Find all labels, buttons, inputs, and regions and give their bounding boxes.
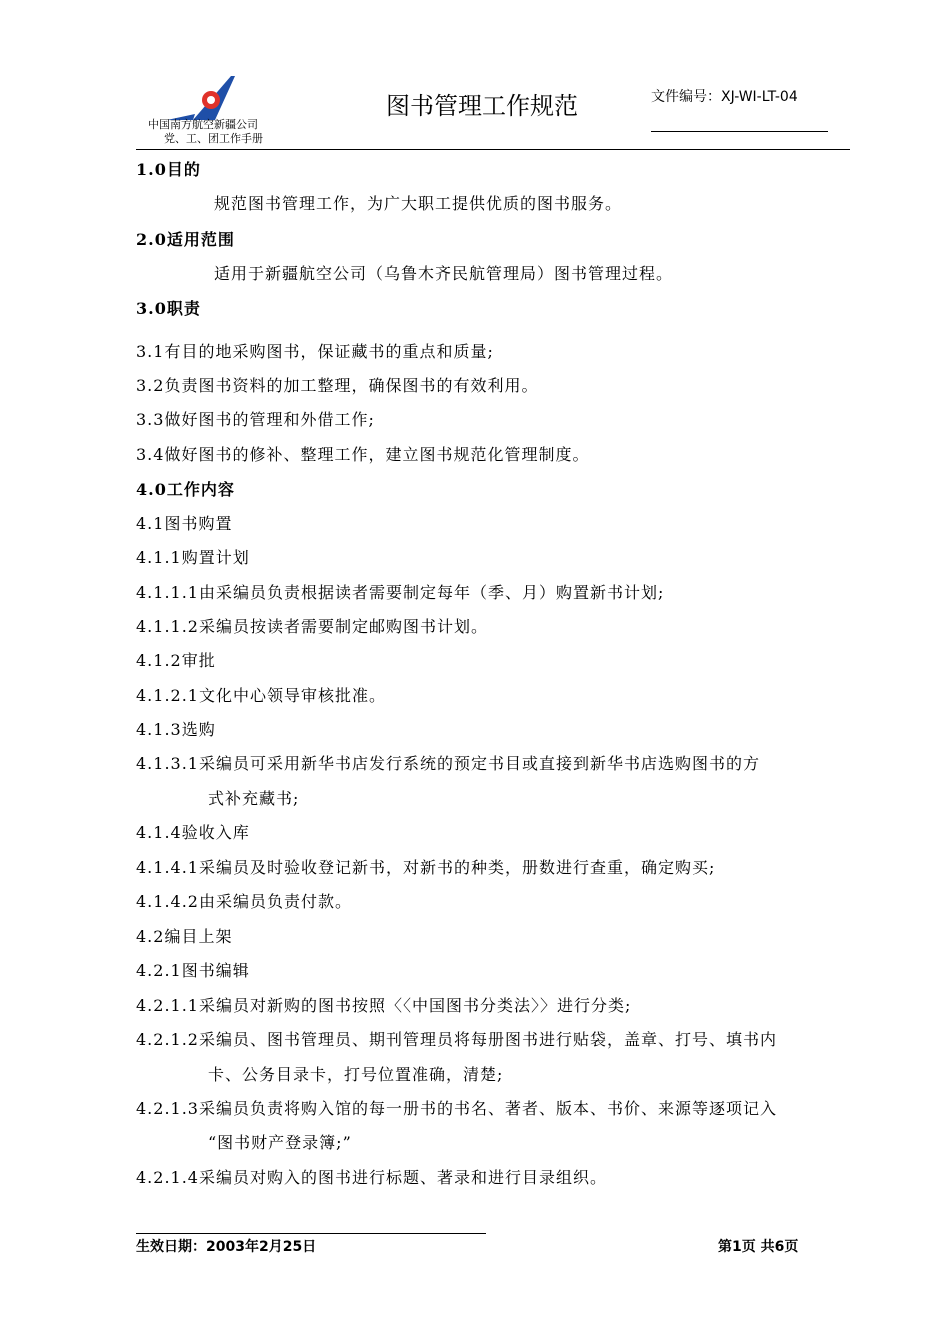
list-item: 4.1.2.1文化中心领导审核批准。	[136, 686, 386, 705]
header-divider	[136, 149, 850, 150]
list-item: 3.1有目的地采购图书，保证藏书的重点和质量;	[136, 342, 494, 361]
list-item: 3.3做好图书的管理和外借工作;	[136, 410, 375, 429]
list-item: 3.4做好图书的修补、整理工作，建立图书规范化管理制度。	[136, 445, 590, 464]
airline-logo-icon	[165, 74, 235, 122]
company-name	[148, 118, 263, 146]
list-item: 4.1.4.1采编员及时验收登记新书，对新书的种类，册数进行查重，确定购买;	[136, 858, 716, 877]
company-line-2: 党、工、团工作手册	[164, 132, 263, 145]
list-item: 4.1.1.1由采编员负责根据读者需要制定每年（季、月）购置新书计划;	[136, 583, 665, 602]
effective-date: 生效日期：2003年2月25日	[136, 1239, 317, 1255]
paragraph: 适用于新疆航空公司（乌鲁木齐民航管理局）图书管理过程。	[214, 264, 674, 283]
list-item: 4.2编目上架	[136, 927, 233, 946]
document-title: 图书管理工作规范	[386, 92, 578, 120]
footer-divider	[136, 1233, 486, 1234]
list-item: 4.1.4.2由采编员负责付款。	[136, 892, 352, 911]
file-number: 文件编号：XJ-WI-LT-04	[651, 89, 798, 105]
file-number-underline	[651, 131, 828, 132]
company-line-1: 中国南方航空新疆公司	[148, 118, 258, 131]
list-item: 4.1.2审批	[136, 651, 216, 670]
list-item: 4.1.1.2采编员按读者需要制定邮购图书计划。	[136, 617, 488, 636]
list-item: 4.1图书购置	[136, 514, 233, 533]
list-item: 4.2.1.1采编员对新购的图书按照〈〈中国图书分类法〉〉进行分类;	[136, 996, 632, 1015]
section-heading-scope: 2.0适用范围	[136, 230, 235, 249]
section-heading-duties: 3.0职责	[136, 299, 201, 318]
page-number: 第1页 共6页	[718, 1239, 799, 1255]
section-heading-work: 4.0工作内容	[136, 480, 235, 499]
list-item-continuation: 卡、公务目录卡，打号位置准确，清楚;	[208, 1065, 504, 1084]
list-item: 4.2.1.2采编员、图书管理员、期刊管理员将每册图书进行贴袋，盖章、打号、填书内	[136, 1030, 777, 1049]
section-heading-purpose: 1.0目的	[136, 160, 201, 179]
list-item: 4.2.1图书编辑	[136, 961, 250, 980]
list-item: 4.2.1.3采编员负责将购入馆的每一册书的书名、著者、版本、书价、来源等逐项记入	[136, 1099, 777, 1118]
list-item: 4.1.4验收入库	[136, 823, 250, 842]
list-item: 4.1.1购置计划	[136, 548, 250, 567]
list-item: 4.1.3.1采编员可采用新华书店发行系统的预定书目或直接到新华书店选购图书的方	[136, 754, 760, 773]
list-item-continuation: 式补充藏书;	[208, 789, 300, 808]
paragraph: 规范图书管理工作，为广大职工提供优质的图书服务。	[214, 194, 623, 213]
list-item: 4.2.1.4采编员对购入的图书进行标题、著录和进行目录组织。	[136, 1168, 607, 1187]
list-item-continuation: “图书财产登录簿;”	[208, 1133, 352, 1152]
list-item: 3.2负责图书资料的加工整理，确保图书的有效利用。	[136, 376, 539, 395]
list-item: 4.1.3选购	[136, 720, 216, 739]
